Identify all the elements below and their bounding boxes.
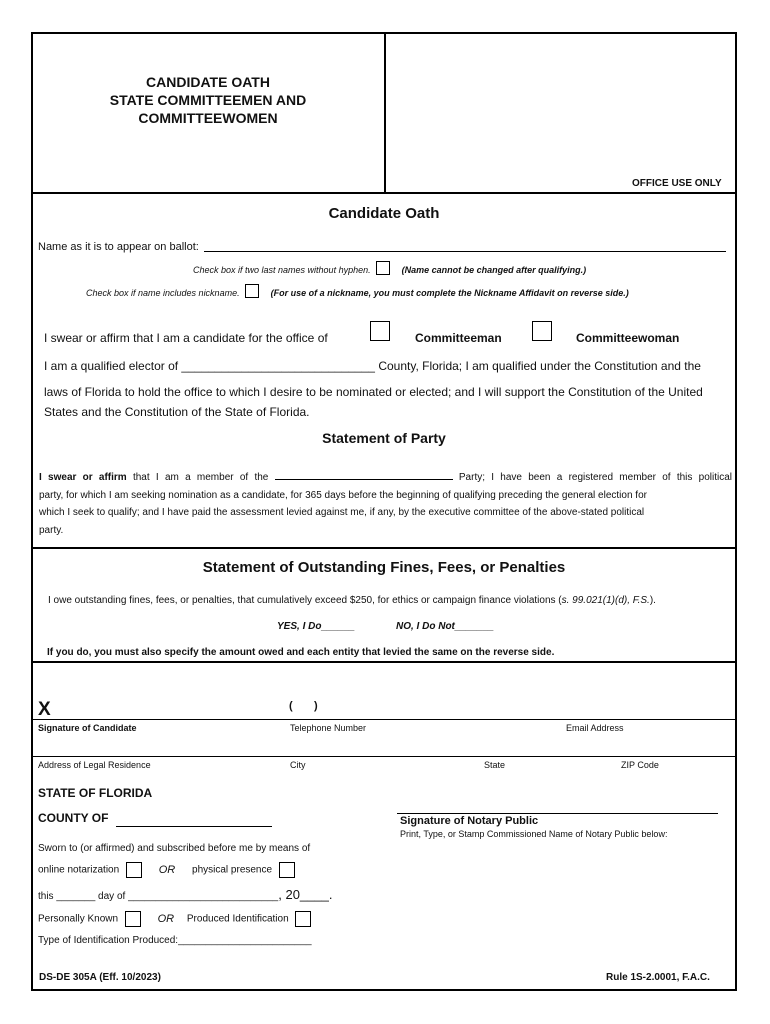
notary-print-label: Print, Type, or Stamp Commissioned Name of Notary Public below: bbox=[400, 829, 668, 839]
party-line-4: party. bbox=[39, 524, 64, 536]
party-post: Party; I have been a registered member of this political bbox=[458, 472, 733, 483]
party-statement bbox=[39, 469, 732, 539]
header-bottom-rule bbox=[31, 192, 737, 194]
title-line-3: COMMITTEEWOMEN bbox=[138, 110, 278, 126]
committeeman-checkbox[interactable] bbox=[370, 321, 390, 341]
notary-county: COUNTY OF bbox=[38, 811, 109, 825]
elector-line bbox=[44, 359, 701, 373]
signature-x-mark: X bbox=[38, 699, 51, 720]
party-pre: that I am a member of the bbox=[132, 472, 269, 483]
online-checkbox[interactable] bbox=[126, 862, 142, 878]
address-label: Address of Legal Residence bbox=[38, 760, 151, 770]
title-line-2: STATE COMMITTEEMEN AND bbox=[109, 92, 307, 108]
physical-label: physical presence bbox=[192, 864, 273, 876]
swear-line: I swear or affirm that I am a candidate for the office of bbox=[44, 331, 328, 345]
form-title bbox=[33, 73, 383, 127]
sworn-line: Sworn to (or affirmed) and subscribed before me by means of bbox=[38, 843, 311, 854]
elector-pre: I am a qualified elector of bbox=[44, 359, 179, 373]
name-field[interactable] bbox=[204, 251, 726, 252]
physical-checkbox[interactable] bbox=[279, 862, 295, 878]
produced-label: Produced Identification bbox=[186, 913, 289, 925]
city-label: City bbox=[290, 760, 306, 770]
fines-yes[interactable]: YES, I Do______ bbox=[277, 621, 355, 632]
party-bottom-rule bbox=[31, 547, 737, 549]
day-of: this _______ day of bbox=[38, 891, 126, 902]
nickname-note: Check box if name includes nickname. bbox=[86, 288, 240, 298]
party-heading: Statement of Party bbox=[322, 430, 446, 446]
nickname-note-row bbox=[86, 284, 629, 298]
fines-heading: Statement of Outstanding Fines, Fees, or Penalties bbox=[202, 559, 566, 576]
or-1: OR bbox=[158, 863, 176, 876]
fines-no[interactable]: NO, I Do Not_______ bbox=[396, 621, 494, 632]
party-line-2: party, for which I am seeking nomination as a candidate, for 365 days before the beginning of qualifying preceding the general election for bbox=[39, 489, 647, 501]
type-id-line[interactable]: Type of Identification Produced:________________________ bbox=[38, 935, 312, 946]
fines-note: If you do, you must also specify the amount owed and each entity that levied the same on the reverse side. bbox=[47, 647, 555, 658]
or-2: OR bbox=[157, 912, 175, 925]
phone-parens: ( ) bbox=[289, 700, 318, 712]
date-field[interactable]: ___________________________ bbox=[128, 891, 279, 902]
party-line-3: which I seek to qualify; and I have paid the assessment levied against me, if any, by the executive committee of the above-stated political bbox=[39, 507, 645, 518]
fines-line bbox=[48, 595, 656, 606]
county-name-field[interactable] bbox=[116, 826, 272, 827]
county-field[interactable]: _____________________________ bbox=[181, 359, 375, 373]
states-line: States and the Constitution of the State of Florida. bbox=[44, 405, 310, 419]
known-label: Personally Known bbox=[38, 913, 119, 925]
address-line[interactable] bbox=[33, 756, 735, 757]
online-label: online notarization bbox=[38, 864, 120, 876]
laws-line: laws of Florida to hold the office to which I desire to be nominated or elected; and I will support the Constitution of the United bbox=[44, 385, 703, 399]
email-label: Email Address bbox=[566, 723, 624, 733]
fines-text: I owe outstanding fines, fees, or penalties, that cumulatively exceed $250, for ethics or campaign finance violations ( bbox=[48, 595, 562, 606]
committeewoman-checkbox[interactable] bbox=[532, 321, 552, 341]
zip-label: ZIP Code bbox=[621, 760, 659, 770]
committeewoman-label: Committeewoman bbox=[576, 331, 680, 345]
state-label: State bbox=[484, 760, 506, 770]
candidate-oath-heading: Candidate Oath bbox=[328, 205, 440, 222]
notary-signature-line[interactable] bbox=[397, 813, 718, 814]
date-row bbox=[38, 887, 332, 902]
id-row bbox=[38, 911, 315, 927]
produced-checkbox[interactable] bbox=[295, 911, 311, 927]
fines-statute: s. 99.021(1)(d), F.S. bbox=[561, 595, 650, 606]
title-line-1: CANDIDATE OATH bbox=[146, 74, 270, 90]
header-divider bbox=[384, 32, 386, 193]
phone-label: Telephone Number bbox=[290, 723, 367, 733]
party-line-1 bbox=[39, 469, 732, 487]
fines-end: ). bbox=[649, 595, 656, 606]
office-use-label: OFFICE USE ONLY bbox=[632, 178, 722, 189]
notary-state: STATE OF FLORIDA bbox=[38, 786, 153, 800]
known-checkbox[interactable] bbox=[125, 911, 141, 927]
notarization-row bbox=[38, 862, 299, 878]
notary-signature-label: Signature of Notary Public bbox=[400, 815, 539, 827]
signature-label: Signature of Candidate bbox=[38, 723, 137, 733]
nickname-note-bold: (For use of a nickname, you must complete the Nickname Affidavit on reverse side.) bbox=[270, 288, 629, 298]
party-name-field[interactable] bbox=[275, 469, 453, 480]
year-field[interactable]: , 20____. bbox=[278, 887, 333, 902]
rule-citation: Rule 1S-2.0001, F.A.C. bbox=[606, 972, 710, 983]
hyphen-checkbox[interactable] bbox=[376, 261, 390, 275]
fines-bottom-rule bbox=[31, 661, 737, 663]
form-id: DS-DE 305A (Eff. 10/2023) bbox=[39, 972, 161, 983]
hyphen-note-bold: (Name cannot be changed after qualifying.) bbox=[401, 265, 587, 275]
signature-line[interactable] bbox=[33, 719, 735, 720]
name-label: Name as it is to appear on ballot: bbox=[38, 241, 199, 253]
hyphen-note-row bbox=[193, 261, 586, 275]
committeeman-label: Committeeman bbox=[415, 331, 502, 345]
hyphen-note: Check box if two last names without hyphen. bbox=[193, 265, 371, 275]
elector-post: County, Florida; I am qualified under the Constitution and the bbox=[378, 359, 701, 373]
nickname-checkbox[interactable] bbox=[245, 284, 259, 298]
party-swear-bold: I swear or affirm bbox=[39, 472, 127, 483]
